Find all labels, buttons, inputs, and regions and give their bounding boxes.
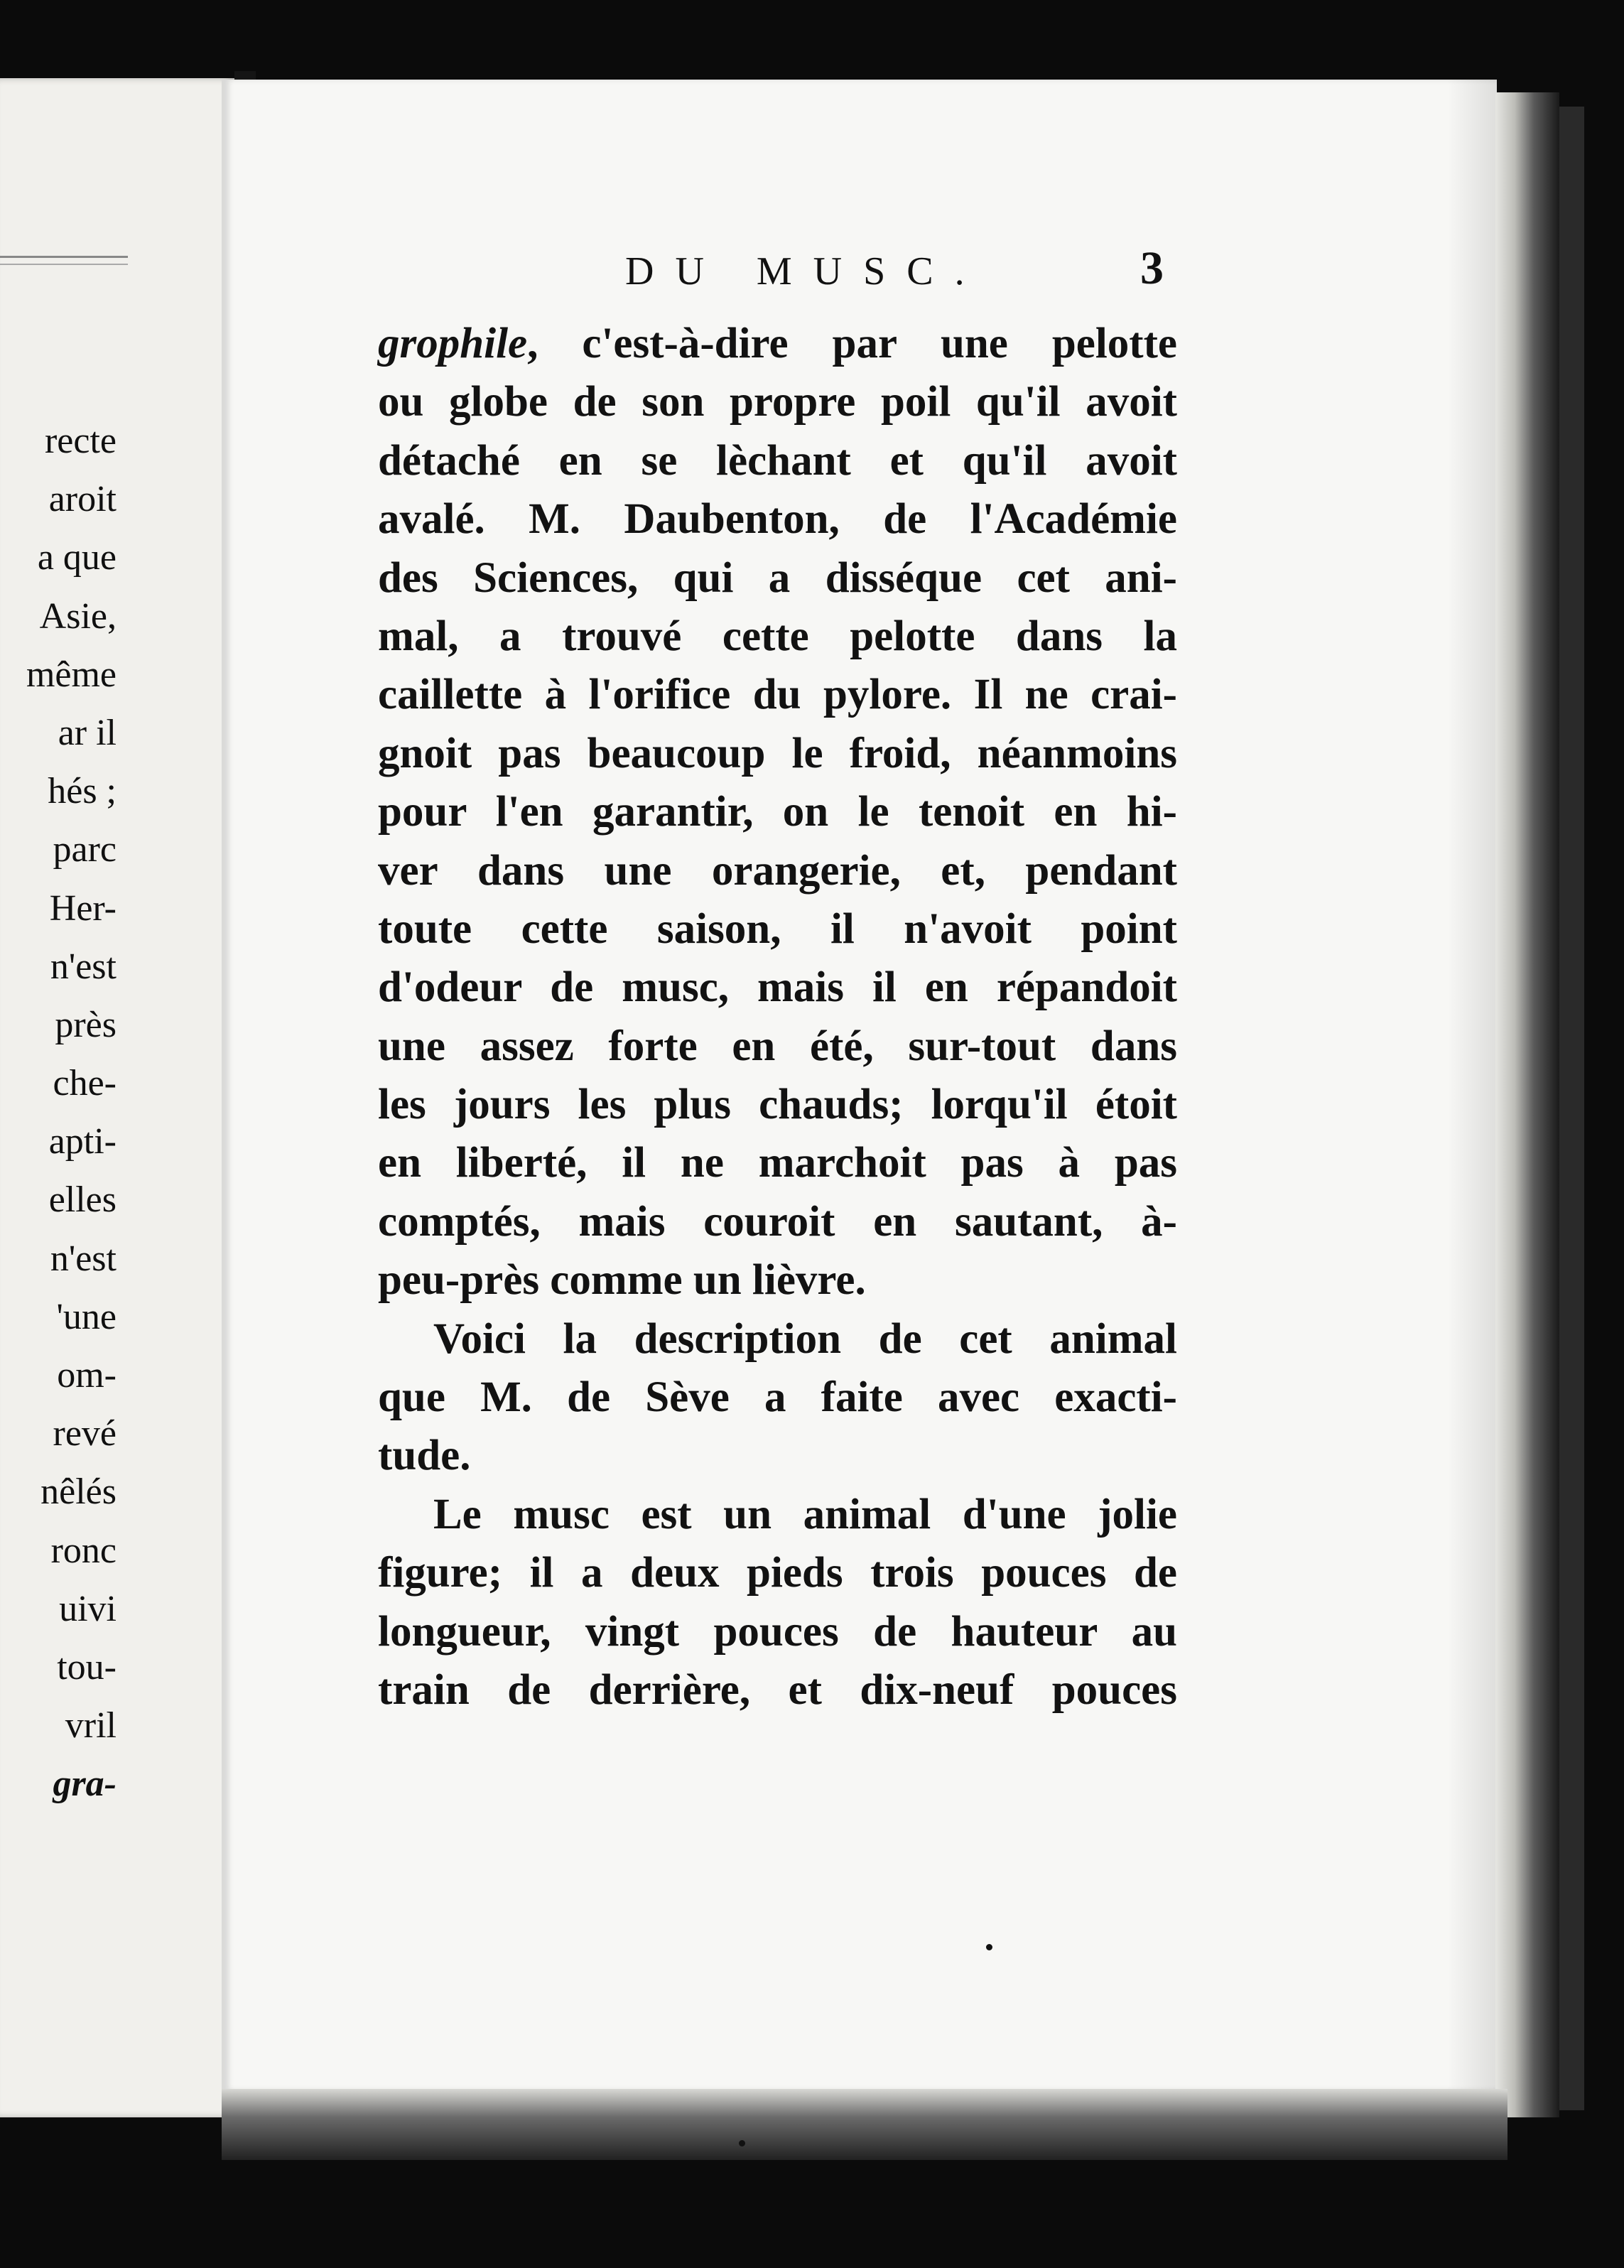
left-line: hés ; bbox=[48, 771, 117, 812]
text-line: toute cette saison, il n'avoit point bbox=[378, 904, 1177, 953]
left-line: che- bbox=[53, 1063, 117, 1104]
text-line: tude. bbox=[378, 1432, 471, 1480]
left-line: vril bbox=[65, 1705, 117, 1746]
text-line: mal, a trouvé cette pelotte dans la bbox=[378, 612, 1177, 660]
text-line: des Sciences, qui a disséque cet ani- bbox=[378, 554, 1177, 602]
page-number: 3 bbox=[1140, 242, 1164, 294]
left-page-text-fragments bbox=[0, 412, 117, 1814]
left-line: près bbox=[55, 1004, 117, 1045]
left-line: n'est bbox=[50, 1238, 117, 1279]
left-line: tou- bbox=[57, 1646, 117, 1688]
text-line: détaché en se lèchant et qu'il avoit bbox=[378, 436, 1177, 485]
cover-edge bbox=[1559, 107, 1584, 2110]
left-line: n'est bbox=[50, 946, 117, 987]
left-line: Her- bbox=[49, 887, 117, 929]
left-line: parc bbox=[53, 829, 117, 870]
text-line: ou globe de son propre poil qu'il avoit bbox=[378, 378, 1177, 426]
text-line: ver dans une orangerie, et, pendant bbox=[378, 846, 1177, 895]
text-line: Le musc est un animal d'une jolie bbox=[433, 1490, 1177, 1538]
left-line: uivi bbox=[59, 1588, 117, 1629]
ink-speck bbox=[739, 2140, 745, 2146]
left-line: 'une bbox=[56, 1296, 117, 1337]
italic-word: grophile bbox=[378, 320, 528, 367]
left-line: même bbox=[26, 654, 117, 695]
left-line: ronc bbox=[50, 1530, 117, 1571]
left-line: gra- bbox=[53, 1764, 117, 1805]
left-line: recte bbox=[44, 421, 117, 461]
page-bottom-edge bbox=[222, 2089, 1507, 2160]
text-line: une assez forte en été, sur-tout dans bbox=[378, 1022, 1177, 1070]
text-line: que M. de Sève a faite avec exacti- bbox=[378, 1373, 1177, 1422]
text-line: figure; il a deux pieds trois pouces de bbox=[378, 1549, 1177, 1597]
text-line: Voici la description de cet animal bbox=[433, 1314, 1177, 1363]
left-page-header-rule bbox=[0, 256, 128, 265]
left-line: om- bbox=[57, 1355, 117, 1395]
text-line: peu-près comme un lièvre. bbox=[378, 1256, 866, 1305]
text-line: train de derrière, et dix-neuf pouces bbox=[378, 1665, 1177, 1714]
left-facing-page bbox=[0, 78, 234, 2117]
running-head: DU MUSC. bbox=[625, 249, 986, 293]
text-line: en liberté, il ne marchoit pas à pas bbox=[378, 1139, 1177, 1187]
text-line: comptés, mais couroit en sautant, à- bbox=[378, 1197, 1177, 1246]
left-line: Asie, bbox=[39, 595, 117, 637]
left-line: elles bbox=[48, 1179, 117, 1221]
left-line: nêlés bbox=[40, 1472, 117, 1513]
text-line: pour l'en garantir, on le tenoit en hi- bbox=[378, 788, 1177, 836]
left-line: revé bbox=[53, 1413, 117, 1454]
text-line: avalé. M. Daubenton, de l'Académie bbox=[378, 495, 1177, 544]
ink-speck bbox=[986, 1944, 992, 1950]
text-line: d'odeur de musc, mais il en répandoit bbox=[378, 963, 1177, 1012]
left-line: ar il bbox=[58, 712, 117, 753]
left-line: apti- bbox=[48, 1121, 117, 1162]
left-line: a que bbox=[37, 537, 117, 578]
text-line: les jours les plus chauds; lorqu'il étoit bbox=[378, 1081, 1177, 1129]
text-line bbox=[378, 315, 1177, 373]
body-text bbox=[378, 315, 1177, 1719]
text-line-rest: , c'est-à-dire par une pelotte bbox=[527, 320, 1177, 367]
left-line: aroit bbox=[48, 479, 117, 520]
text-line: caillette à l'orifice du pylore. Il ne crai- bbox=[378, 671, 1177, 719]
text-line: longueur, vingt pouces de hauteur au bbox=[378, 1607, 1177, 1656]
page-edge-shading bbox=[1447, 80, 1497, 2090]
text-line: gnoit pas beaucoup le froid, néanmoins bbox=[378, 729, 1177, 777]
page-stack-edge bbox=[1495, 92, 1559, 2117]
